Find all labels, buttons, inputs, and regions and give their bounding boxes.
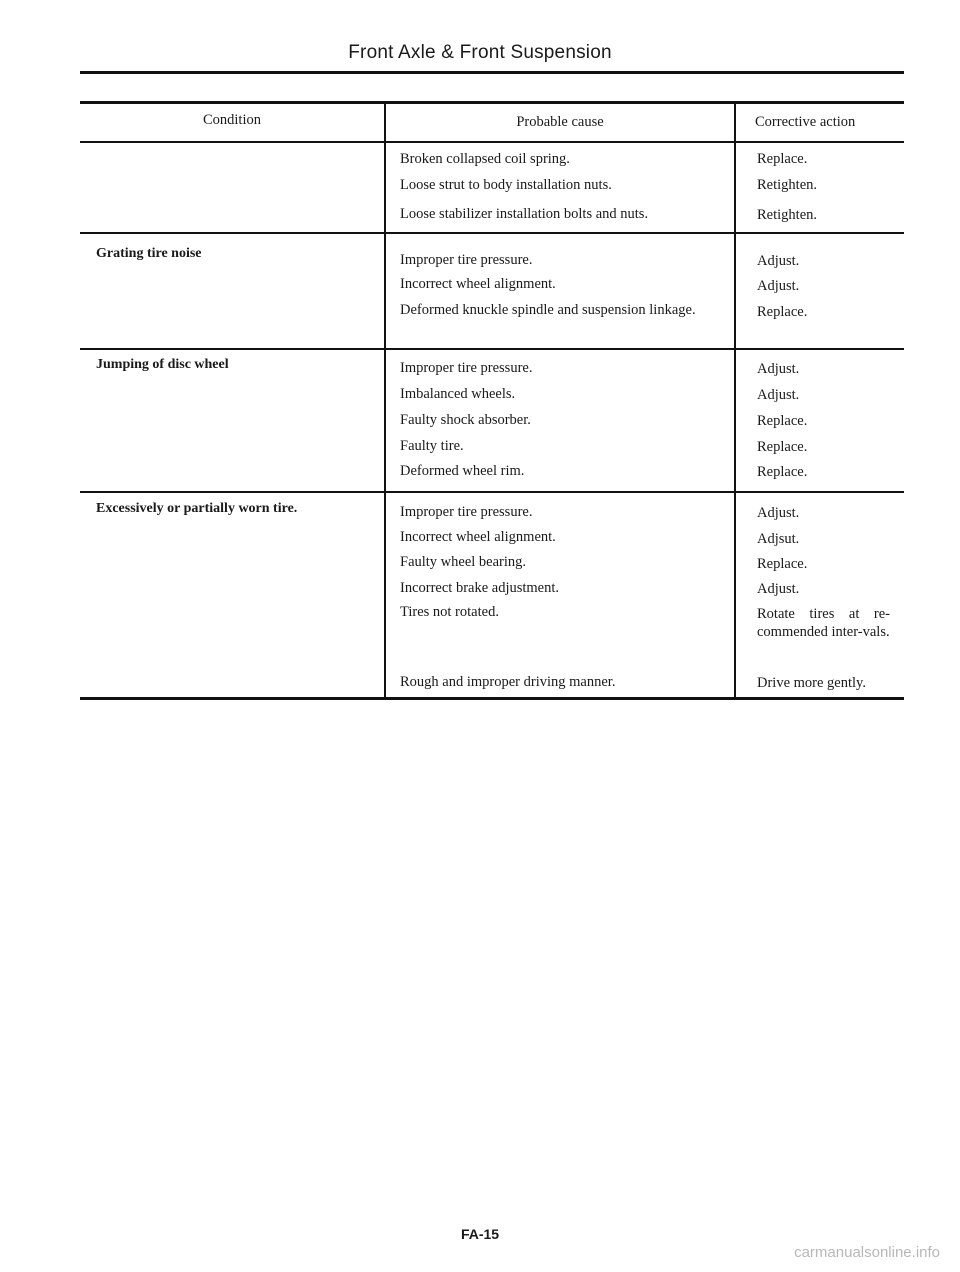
cause-text: Incorrect brake adjustment. bbox=[400, 580, 560, 596]
group-divider-3 bbox=[80, 491, 904, 493]
group-divider-2 bbox=[80, 348, 904, 350]
header-probable-cause: Probable cause bbox=[516, 114, 604, 130]
action-text: Replace. bbox=[757, 413, 808, 429]
action-text: Adjsut. bbox=[757, 531, 800, 547]
condition-label: Grating tire noise bbox=[96, 246, 202, 261]
action-text: Replace. bbox=[757, 556, 808, 572]
cause-text: Tires not rotated. bbox=[400, 604, 499, 620]
cause-text: Improper tire pressure. bbox=[400, 252, 533, 268]
cause-text: Improper tire pressure. bbox=[400, 360, 533, 376]
cause-text: Broken collapsed coil spring. bbox=[400, 151, 570, 167]
header-corrective-action: Corrective action bbox=[755, 114, 856, 130]
cause-text: Faulty wheel bearing. bbox=[400, 554, 527, 570]
table-top-rule bbox=[80, 101, 904, 104]
condition-label: Jumping of disc wheel bbox=[96, 357, 229, 372]
watermark: carmanualsonline.info bbox=[794, 1244, 940, 1261]
action-text: Retighten. bbox=[757, 207, 818, 223]
cause-text: Incorrect wheel alignment. bbox=[400, 529, 556, 545]
header-bottom-rule bbox=[80, 141, 904, 143]
action-text: Replace. bbox=[757, 304, 808, 320]
column-divider-right bbox=[734, 101, 736, 697]
cause-text: Faulty shock absorber. bbox=[400, 412, 531, 428]
action-text: Drive more gently. bbox=[757, 675, 866, 691]
action-text: Retighten. bbox=[757, 177, 818, 193]
cause-text: Loose stabilizer installation bolts and nuts. bbox=[400, 206, 649, 222]
group-divider-1 bbox=[80, 232, 904, 234]
action-text: Adjust. bbox=[757, 387, 800, 403]
cause-text: Incorrect wheel alignment. bbox=[400, 276, 556, 292]
cause-text: Rough and improper driving manner. bbox=[400, 674, 616, 690]
table-bottom-rule bbox=[80, 697, 904, 700]
cause-text: Faulty tire. bbox=[400, 438, 464, 454]
action-text: Adjust. bbox=[757, 581, 800, 597]
action-text: Replace. bbox=[757, 464, 808, 480]
action-text: Replace. bbox=[757, 439, 808, 455]
cause-text: Loose strut to body installation nuts. bbox=[400, 177, 612, 193]
action-text: Adjust. bbox=[757, 505, 800, 521]
action-text: Adjust. bbox=[757, 361, 800, 377]
action-text: Adjust. bbox=[757, 253, 800, 269]
header-rule bbox=[80, 71, 904, 74]
cause-text: Imbalanced wheels. bbox=[400, 386, 516, 402]
page-title: Front Axle & Front Suspension bbox=[348, 42, 612, 63]
cause-text: Deformed wheel rim. bbox=[400, 463, 525, 479]
action-text: Adjust. bbox=[757, 278, 800, 294]
header-condition: Condition bbox=[202, 112, 261, 128]
page-number: FA-15 bbox=[460, 1226, 500, 1242]
action-text: Replace. bbox=[757, 151, 808, 167]
cause-text: Deformed knuckle spindle and suspension linkage. bbox=[400, 302, 696, 318]
condition-label: Excessively or partially worn tire. bbox=[96, 501, 298, 516]
cause-text: Improper tire pressure. bbox=[400, 504, 533, 520]
column-divider-left bbox=[384, 101, 386, 697]
action-text: Rotate tires at re-commended inter-vals. bbox=[757, 606, 890, 640]
